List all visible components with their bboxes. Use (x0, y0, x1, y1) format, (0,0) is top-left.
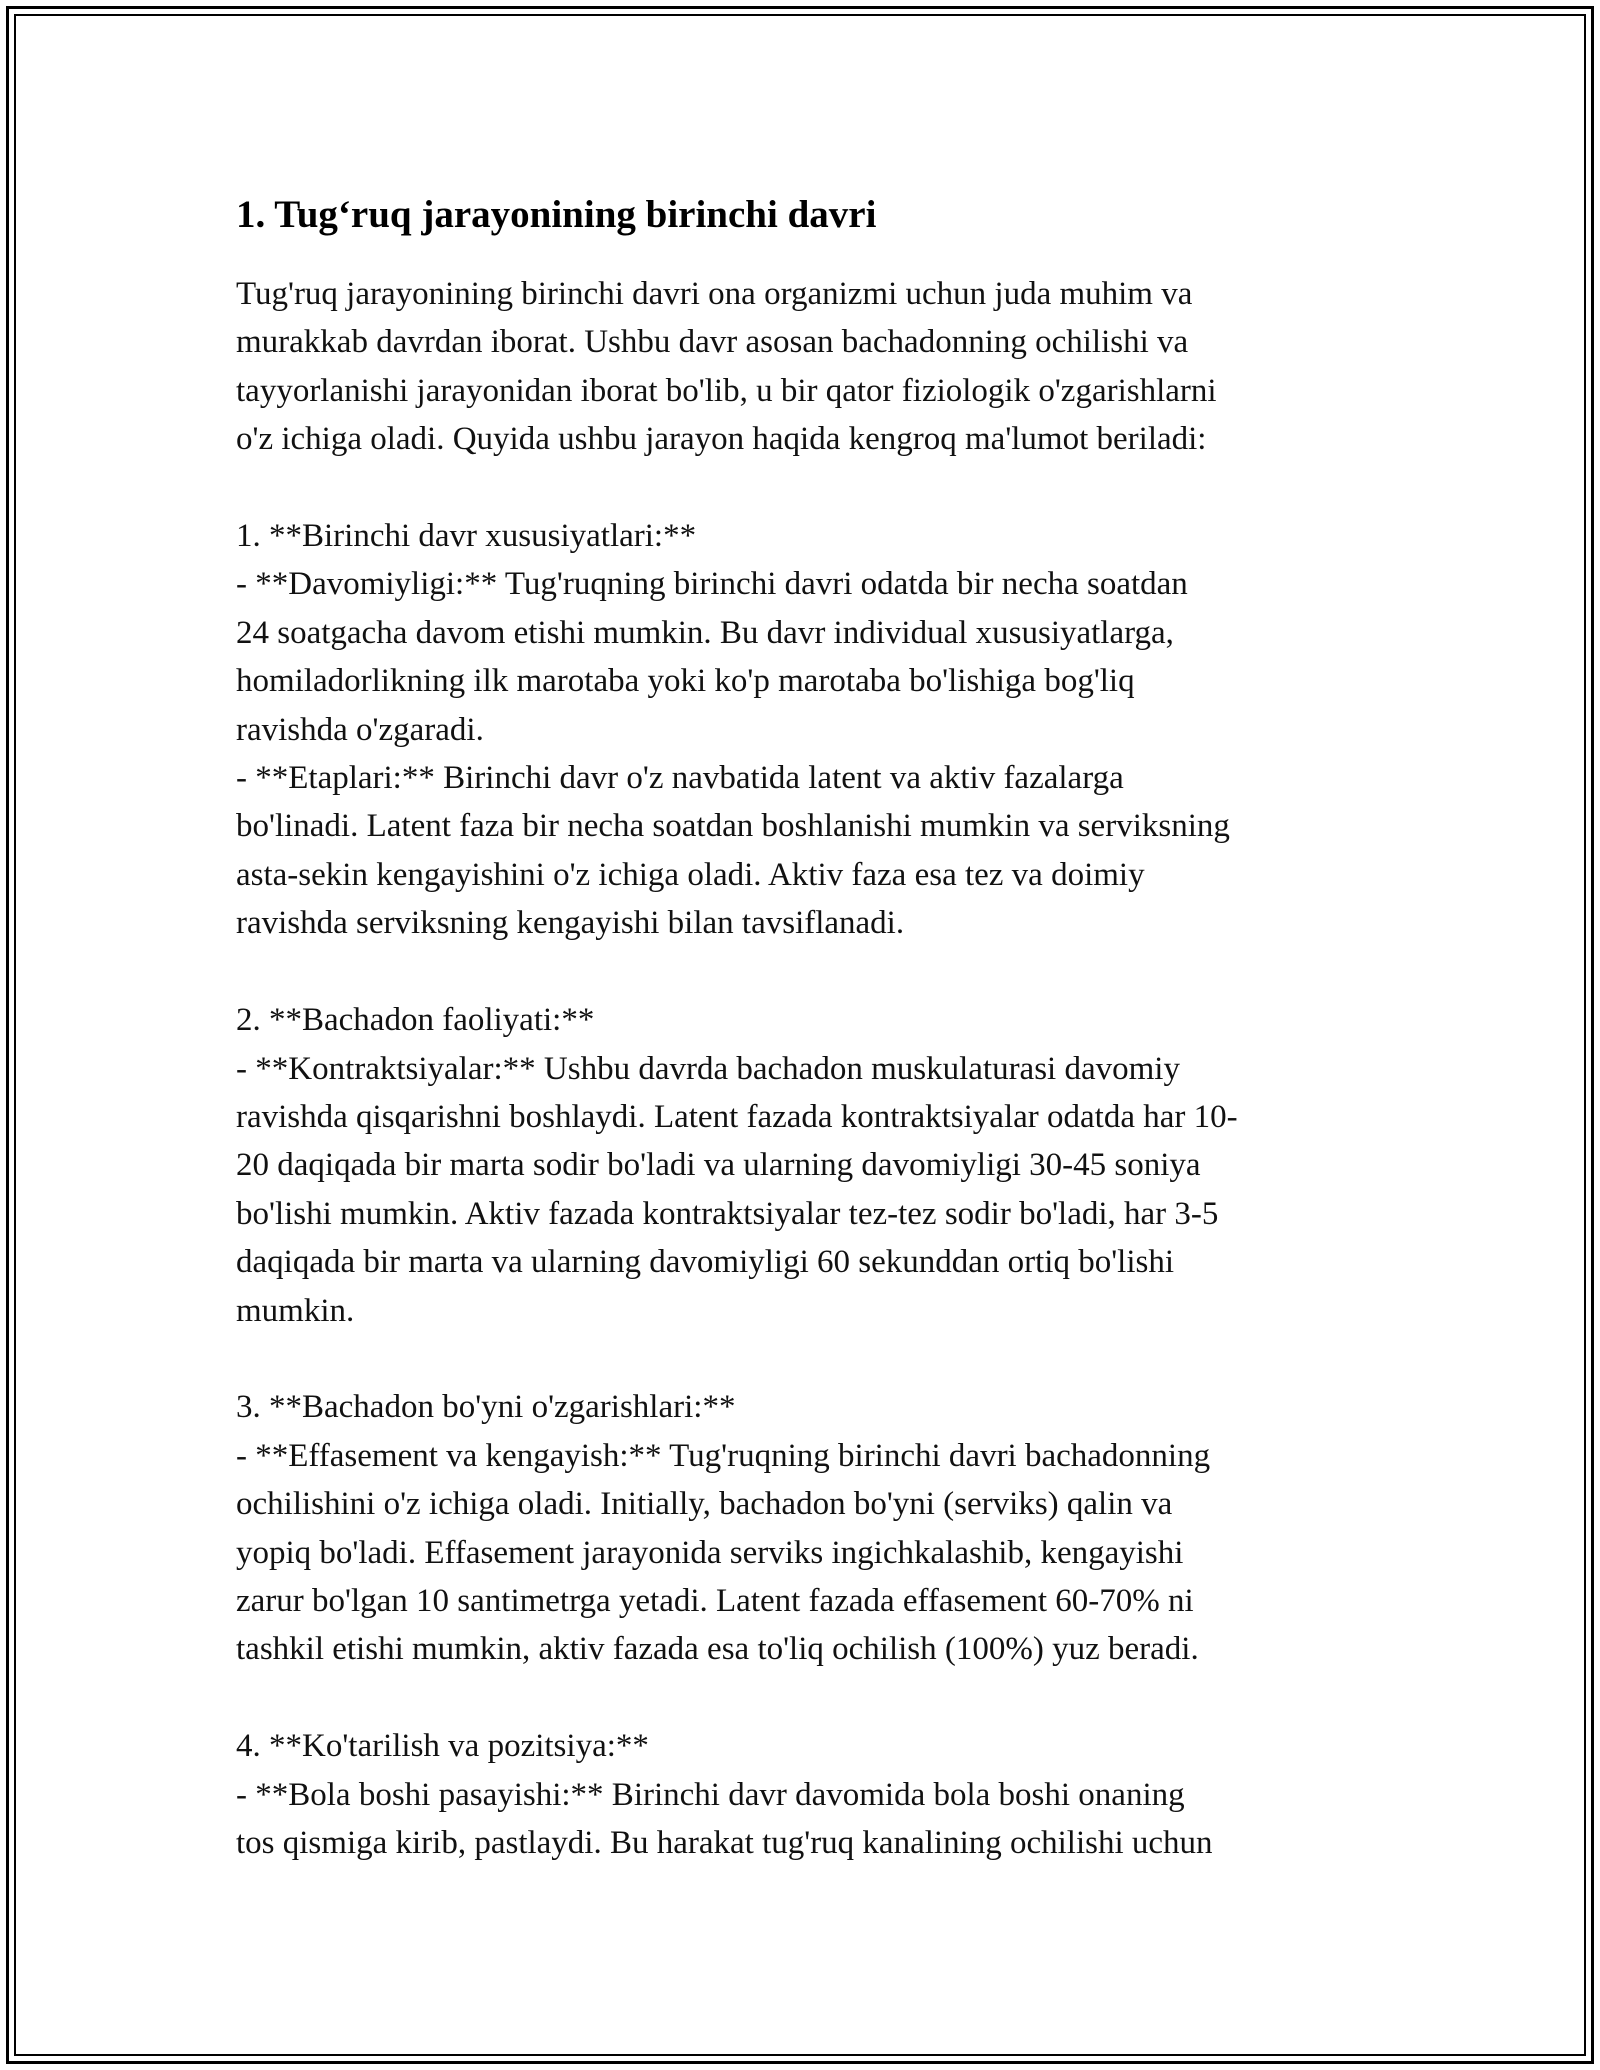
blank-line (236, 464, 1361, 512)
blank-line (236, 948, 1361, 996)
document-title: 1. Tug‘ruq jarayonining birinchi davri (236, 193, 877, 236)
section-2-item-1: - **Kontraktsiyalar:** Ushbu davrda bachadon muskulaturasi davomiy ravishda qisqarishni boshlaydi. Latent fazada kontraktsiyalar odatda har 10- 20 daqiqada bir marta sodir bo'ladi va ularning davomiyligi 30-45 soniya bo'lishi mumkin. Aktiv fazada kontraktsiyalar tez-tez sodir bo'ladi, har 3-5 daqiqada bir marta va ularning davomiyligi 60 sekunddan ortiq bo'lishi mumkin. (236, 1050, 1238, 1329)
document-body (236, 186, 1361, 1867)
section-3-item-1: - **Effasement va kengayish:** Tug'ruqning birinchi davri bachadonning ochilishini o'z ichiga oladi. Initially, bachadon bo'yni (serviks) qalin va yopiq bo'ladi. Effasement jarayonida serviks ingichkalashib, kengayishi zarur bo'lgan 10 santimetrga yetadi. Latent fazada effasement 60-70% ni tashkil etishi mumkin, aktiv fazada esa to'liq ochilish (100%) yuz beradi. (236, 1437, 1211, 1668)
blank-line (236, 1335, 1361, 1383)
section-2-heading: 2. **Bachadon faoliyati:** (236, 1002, 595, 1039)
blank-line (236, 1674, 1361, 1722)
intro-paragraph: Tug'ruq jarayonining birinchi davri ona organizmi uchun juda muhim va murakkab davrdan iborat. Ushbu davr asosan bachadonning ochilishi va tayyorlanishi jarayonidan iborat bo'lib, u bir qator fiziologik o'zgarishlarni o'z ichiga oladi. Quyida ushbu jarayon haqida kengroq ma'lumot beriladi: (236, 276, 1217, 458)
section-1-item-1: - **Davomiyligi:** Tug'ruqning birinchi davri odatda bir necha soatdan 24 soatgacha davom etishi mumkin. Bu davr individual xususiyatlarga, homiladorlikning ilk marotaba yoki ko'p marotaba bo'lishiga bog'liq ravishda o'zgaradi. (236, 566, 1188, 748)
section-1-heading: 1. **Birinchi davr xususiyatlari:** (236, 518, 697, 555)
section-3-heading: 3. **Bachadon bo'yni o'zgarishlari:** (236, 1389, 736, 1426)
section-4-item-1: - **Bola boshi pasayishi:** Birinchi davr davomida bola boshi onaning tos qismiga kirib, pastlaydi. Bu harakat tug'ruq kanalining ochilishi uchun (236, 1776, 1213, 1861)
section-1-item-2: - **Etaplari:** Birinchi davr o'z navbatida latent va aktiv fazalarga bo'linadi. Latent faza bir necha soatdan boshlanishi mumkin va serviksning asta-sekin kengayishini o'z ichiga oladi. Aktiv faza esa tez va doimiy ravishda serviksning kengayishi bilan tavsiflanadi. (236, 760, 1230, 942)
section-4-heading: 4. **Ko'tarilish va pozitsiya:** (236, 1728, 649, 1765)
